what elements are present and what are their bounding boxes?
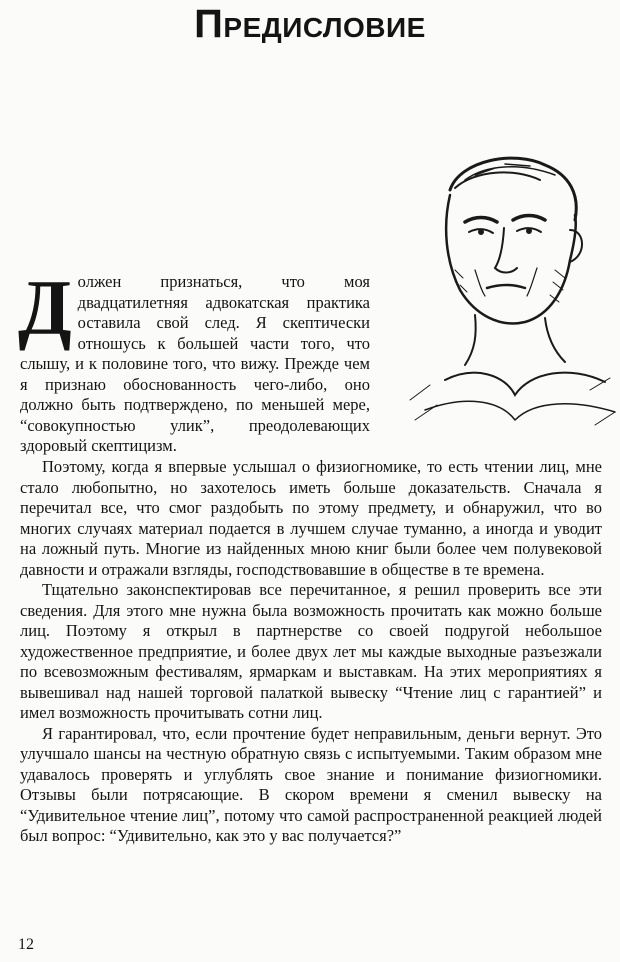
- intro-paragraph: [18, 264, 370, 457]
- page-title: Предисловие: [194, 2, 426, 46]
- paragraph-2: Тщательно законспектировав все перечитанное, я решил проверить все эти сведения. Для этого мне нужна была возможность прочитать как можно больше лиц. Поэтому я открыл в партнерстве со своей подругой небольшое художественное предприятие, и более двух лет мы каждые выходные разъезжали по всевозможным фестивалям, ярмаркам и выставкам. На этих мероприятиях я вывешивал над нашей торговой палаткой вывеску “Чтение лиц с гарантией” и имел возможность прочитывать сотни лиц.: [20, 580, 602, 722]
- paragraph-1: Поэтому, когда я впервые услышал о физиогномике, то есть чтении лиц, мне стало любопытно, но захотелось иметь больше доказательств. Сначала я перечитал все, что смог раздобыть по этому предмету, и обнаружил, что во многих случаях материал подается в лучшем случае туманно, а иногда и уводит на ложный путь. Многие из найденных мною книг были более чем полувековой давности и отражали взгляды, господствовавшие в обществе в те времена.: [20, 457, 602, 579]
- drop-cap: Д: [18, 264, 72, 351]
- body-text: [20, 457, 602, 847]
- intro-text: олжен признаться, что моя двадцатилетняя адвокатская практика оставила свой след. Я скептически отношусь к большей части того, что слышу, и к половине того, что вижу. Прежде чем я признаю обоснованность чего-либо, оно должно быть подтверждено, по меньшей мере, “совокупностью улик”, преодолевающих здоровый скептицизм.: [20, 272, 370, 455]
- portrait-sketch-icon: [405, 150, 620, 435]
- page-number: 12: [18, 936, 34, 953]
- paragraph-3: Я гарантировал, что, если прочтение будет неправильным, деньги вернут. Это улучшало шансы на честную обратную связь с испытуемыми. Таким образом мне удавалось проверять и углублять свое знание и понимание физиогномики. Отзывы были потрясающие. В скором времени я сменил вывеску на “Удивительное чтение лиц”, потому что самой распространенной реакцией людей был вопрос: “Удивительно, как это у вас получается?”: [20, 723, 602, 845]
